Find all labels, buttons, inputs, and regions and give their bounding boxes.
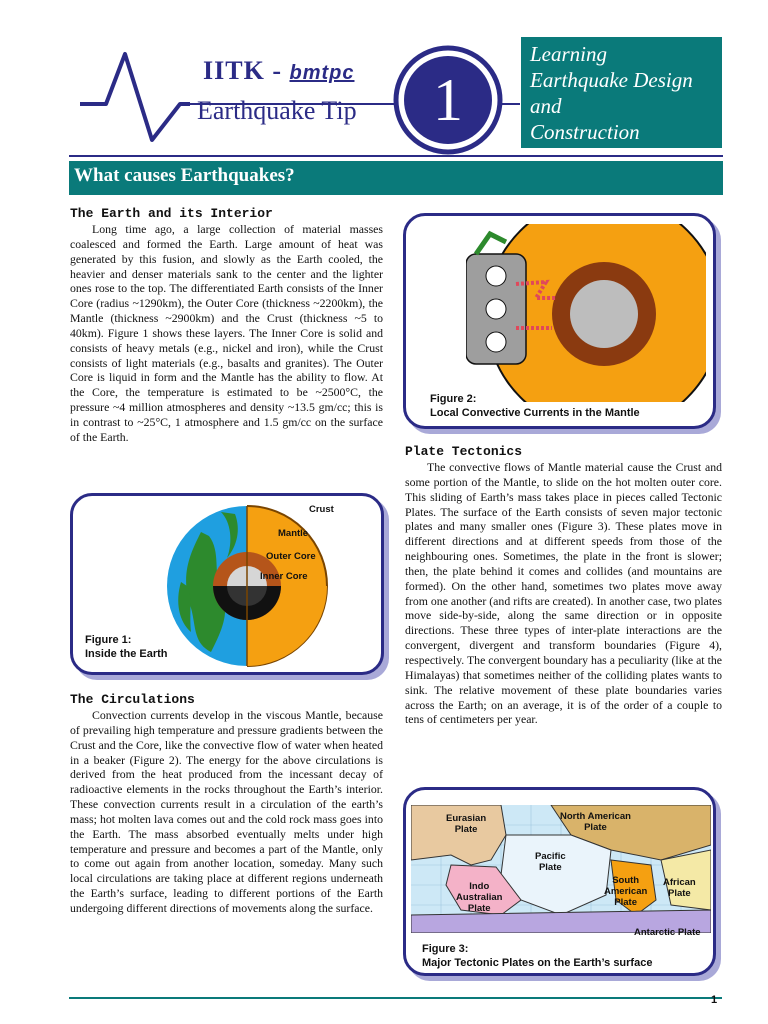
figure-2-number: Figure 2: [430,393,477,405]
heading-plate-tectonics: Plate Tectonics [405,444,523,459]
label-inner-core: Inner Core [260,571,308,582]
figure-3-caption [422,942,652,970]
series-line-3: and [530,94,562,118]
label-north-american-plate: North American Plate [560,811,631,833]
label-indo-australian-plate: Indo Australian Plate [456,881,503,914]
figure-2-title: Local Convective Currents in the Mantle [430,407,640,419]
plate-tectonics-text: The convective flows of Mantle material cause the Crust and some portion of the Mantle, to slide on the hot molten outer core. This sliding of Earth’s mass takes place in pieces called Tectonic Plates. The surface of the Earth consists of seven major tectonic plates and many smaller ones (Figure 3). These plates move in different directions and at different speeds from those of the neighbouring ones. Sometimes, the plate in the front is slower; then, the plate behind it comes and collides (and mountains are formed). On the other hand, sometimes two plates move away from one another (and rifts are created). In another case, two plates move side-by-side, along the same direction or in opposite directions. These three types of inter-plate interactions are the convergent, divergent and transform boundaries (Figure 4), respectively. The convergent boundary has a peculiarity (like at the Himalayas) that sometimes neither of the colliding plates wants to sink. The relative movement of these plate boundaries varies across the Earth; on an average, it is of the order of a couple to tens of centimeters per year. [405,460,722,727]
figure-2-frame [403,213,716,429]
label-antarctic-plate: Antarctic Plate [634,927,701,938]
earth-layers-illustration [161,502,361,668]
paragraph-plate-tectonics [405,460,722,727]
label-pacific-plate: Pacific Plate [535,851,566,873]
brand-title [203,56,354,86]
convection-currents-illustration [466,224,706,402]
paragraph-earth-interior [70,222,383,445]
figure-1-number: Figure 1: [85,634,132,646]
figure-1-frame [70,493,384,675]
tip-label: Earthquake Tip [197,96,357,125]
series-line-1: Learning [530,42,608,66]
series-line-4: Construction [530,120,640,144]
figure-3-number: Figure 3: [422,943,469,955]
circulations-text: Convection currents develop in the viscous Mantle, because of prevailing high temperature and pressure gradients between the Crust and the Core, like the convective flow of water when heated in a beaker (Figure 2). The energy for the above circulations is derived from the heat produced from the incessant decay of radioactive elements in the rocks throughout the Earth’s interior. These convection currents result in a circulation of the earth’s mass; hot molten lava comes out and the cold rock mass goes into the Earth. The mass absorbed eventually melts under high temperature and pressure and becomes a part of the Mantle, only to come out again from another location, someday. Many such local circulations are taking place at different regions underneath the Earth’s surface, leading to different portions of the Earth undergoing different directions of movements along the surface. [70,708,383,915]
earth-interior-text: Long time ago, a large collection of material masses coalesced and formed the Earth. Large amount of heat was generated by this fusion, and slowly as the Earth cooled, the heavier and denser materials sank to the center and the lighter ones rose to the top. The differentiated Earth consists of the Inner Core (radius ~1290km), the Outer Core (thickness ~2200km), the Mantle (thickness ~2900km) and the Crust (thickness ~5 to 40km). Figure 1 shows these layers. The Inner Core is solid and consists of heavy metals (e.g., nickel and iron), while the Crust consists of light materials (e.g., basalts and granites). The Outer Core is liquid in form and the Mantle has the ability to flow. At the Core, the temperature is estimated to be ~2500°C, the pressure ~4 million atmospheres and density ~13.5 gm/cc; this is in contrast to ~25°C, 1 atmosphere and 1.5 gm/cc on the surface of the Earth. [70,222,383,444]
label-outer-core: Outer Core [266,551,316,562]
heading-circulations: The Circulations [70,692,195,707]
tip-number: 1 [433,67,463,133]
series-line-2: Earthquake Design [530,68,693,92]
footer-rule [69,997,722,999]
series-title-box [521,37,722,148]
figure-3-title: Major Tectonic Plates on the Earth’s surface [422,957,653,969]
brand-separator: - [264,56,290,85]
figure-1-title: Inside the Earth [85,648,168,660]
label-african-plate: African Plate [663,877,696,899]
header-rule [69,155,723,157]
label-south-american-plate: South American Plate [604,875,648,908]
label-mantle: Mantle [278,528,309,539]
heading-earth-interior: The Earth and its Interior [70,206,273,221]
label-eurasian-plate: Eurasian Plate [446,813,487,835]
figure-3-frame [403,787,716,976]
page-title: What causes Earthquakes? [74,165,295,186]
figure-1-caption [85,633,168,661]
paragraph-circulations [70,708,383,916]
brand-bmtpc: bmtpc [289,62,355,84]
page-title-bar [69,161,723,195]
brand-iitk: IITK [203,56,265,85]
page-number: 1 [711,994,718,1006]
label-crust: Crust [309,504,334,515]
figure-2-caption [430,392,640,420]
